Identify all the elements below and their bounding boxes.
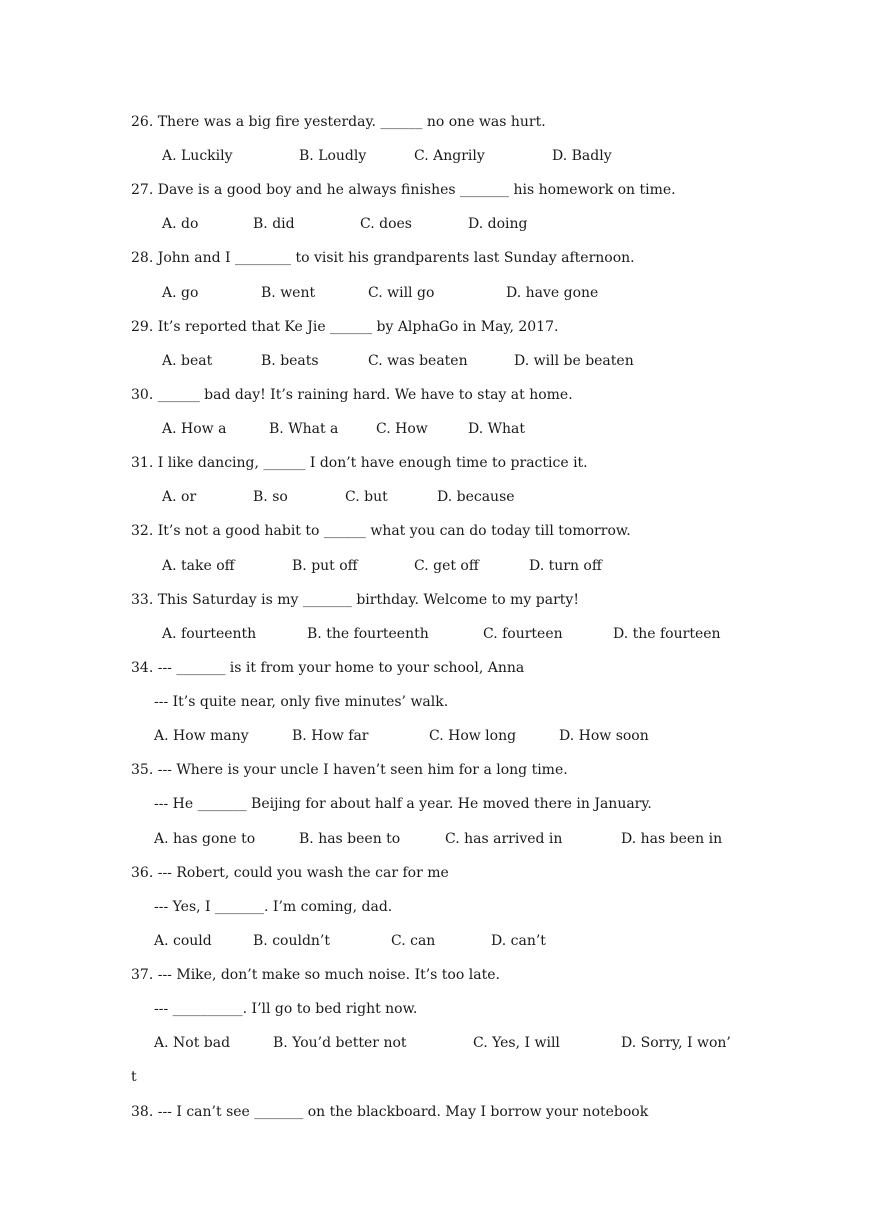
- option-27-d: D. doing: [468, 216, 528, 232]
- option-35-d: D. has been in: [621, 831, 723, 847]
- option-37-a: A. Not bad: [154, 1035, 231, 1051]
- question-35-stem: 35. --- Where is your uncle I haven’t seen him for a long time.: [131, 762, 568, 778]
- option-29-d: D. will be beaten: [514, 353, 634, 369]
- option-32-d: D. turn off: [529, 558, 602, 574]
- question-36-dialog: --- Yes, I _______. I’m coming, dad.: [154, 899, 393, 915]
- question-35-dialog: --- He _______ Beijing for about half a year. He moved there in January.: [154, 796, 652, 812]
- option-36-c: C. can: [391, 933, 436, 949]
- question-26-stem: 26. There was a big fire yesterday. ______ no one was hurt.: [131, 114, 546, 130]
- option-31-a: A. or: [162, 489, 197, 505]
- option-37-b: B. You’d better not: [273, 1035, 407, 1051]
- question-28-stem: 28. John and I ________ to visit his grandparents last Sunday afternoon.: [131, 250, 635, 266]
- option-34-b: B. How far: [292, 728, 369, 744]
- question-34-stem: 34. --- _______ is it from your home to your school, Anna: [131, 660, 525, 676]
- option-26-b: B. Loudly: [299, 148, 367, 164]
- option-29-b: B. beats: [261, 353, 319, 369]
- question-32-stem: 32. It’s not a good habit to ______ what you can do today till tomorrow.: [131, 523, 631, 539]
- option-33-d: D. the fourteen: [613, 626, 721, 642]
- option-28-d: D. have gone: [506, 285, 599, 301]
- question-34-dialog: --- It’s quite near, only five minutes’ walk.: [154, 694, 449, 710]
- option-37-d: D. Sorry, I won’: [621, 1035, 731, 1051]
- question-38-stem: 38. --- I can’t see _______ on the blackboard. May I borrow your notebook: [131, 1104, 649, 1120]
- option-30-a: A. How a: [162, 421, 227, 437]
- option-27-c: C. does: [360, 216, 412, 232]
- option-26-c: C. Angrily: [414, 148, 485, 164]
- question-29-stem: 29. It’s reported that Ke Jie ______ by AlphaGo in May, 2017.: [131, 319, 559, 335]
- option-35-b: B. has been to: [299, 831, 401, 847]
- option-34-d: D. How soon: [559, 728, 649, 744]
- option-35-a: A. has gone to: [154, 831, 256, 847]
- option-28-a: A. go: [162, 285, 199, 301]
- option-37-c: C. Yes, I will: [473, 1035, 560, 1051]
- option-26-d: D. Badly: [552, 148, 612, 164]
- option-33-b: B. the fourteenth: [307, 626, 429, 642]
- option-36-b: B. couldn’t: [253, 933, 331, 949]
- question-37-dialog: --- __________. I’ll go to bed right now.: [154, 1001, 418, 1017]
- option-37-d-wrap: t: [131, 1069, 137, 1085]
- option-30-b: B. What a: [269, 421, 339, 437]
- option-26-a: A. Luckily: [162, 148, 233, 164]
- option-30-d: D. What: [468, 421, 526, 437]
- question-30-stem: 30. ______ bad day! It’s raining hard. We have to stay at home.: [131, 387, 573, 403]
- option-35-c: C. has arrived in: [445, 831, 563, 847]
- option-31-c: C. but: [345, 489, 388, 505]
- option-27-a: A. do: [162, 216, 199, 232]
- option-31-d: D. because: [437, 489, 515, 505]
- option-36-d: D. can’t: [491, 933, 546, 949]
- option-32-c: C. get off: [414, 558, 479, 574]
- option-34-c: C. How long: [429, 728, 517, 744]
- option-32-a: A. take off: [162, 558, 235, 574]
- question-37-stem: 37. --- Mike, don’t make so much noise. It’s too late.: [131, 967, 500, 983]
- option-32-b: B. put off: [292, 558, 358, 574]
- option-34-a: A. How many: [154, 728, 249, 744]
- question-33-stem: 33. This Saturday is my _______ birthday. Welcome to my party!: [131, 592, 579, 608]
- question-27-stem: 27. Dave is a good boy and he always finishes _______ his homework on time.: [131, 182, 676, 198]
- option-29-a: A. beat: [162, 353, 213, 369]
- option-36-a: A. could: [154, 933, 212, 949]
- option-31-b: B. so: [253, 489, 288, 505]
- option-33-c: C. fourteen: [483, 626, 563, 642]
- option-28-c: C. will go: [368, 285, 435, 301]
- option-29-c: C. was beaten: [368, 353, 468, 369]
- question-36-stem: 36. --- Robert, could you wash the car for me: [131, 865, 449, 881]
- question-31-stem: 31. I like dancing, ______ I don’t have enough time to practice it.: [131, 455, 588, 471]
- option-27-b: B. did: [253, 216, 295, 232]
- option-30-c: C. How: [376, 421, 428, 437]
- option-33-a: A. fourteenth: [162, 626, 257, 642]
- option-28-b: B. went: [261, 285, 316, 301]
